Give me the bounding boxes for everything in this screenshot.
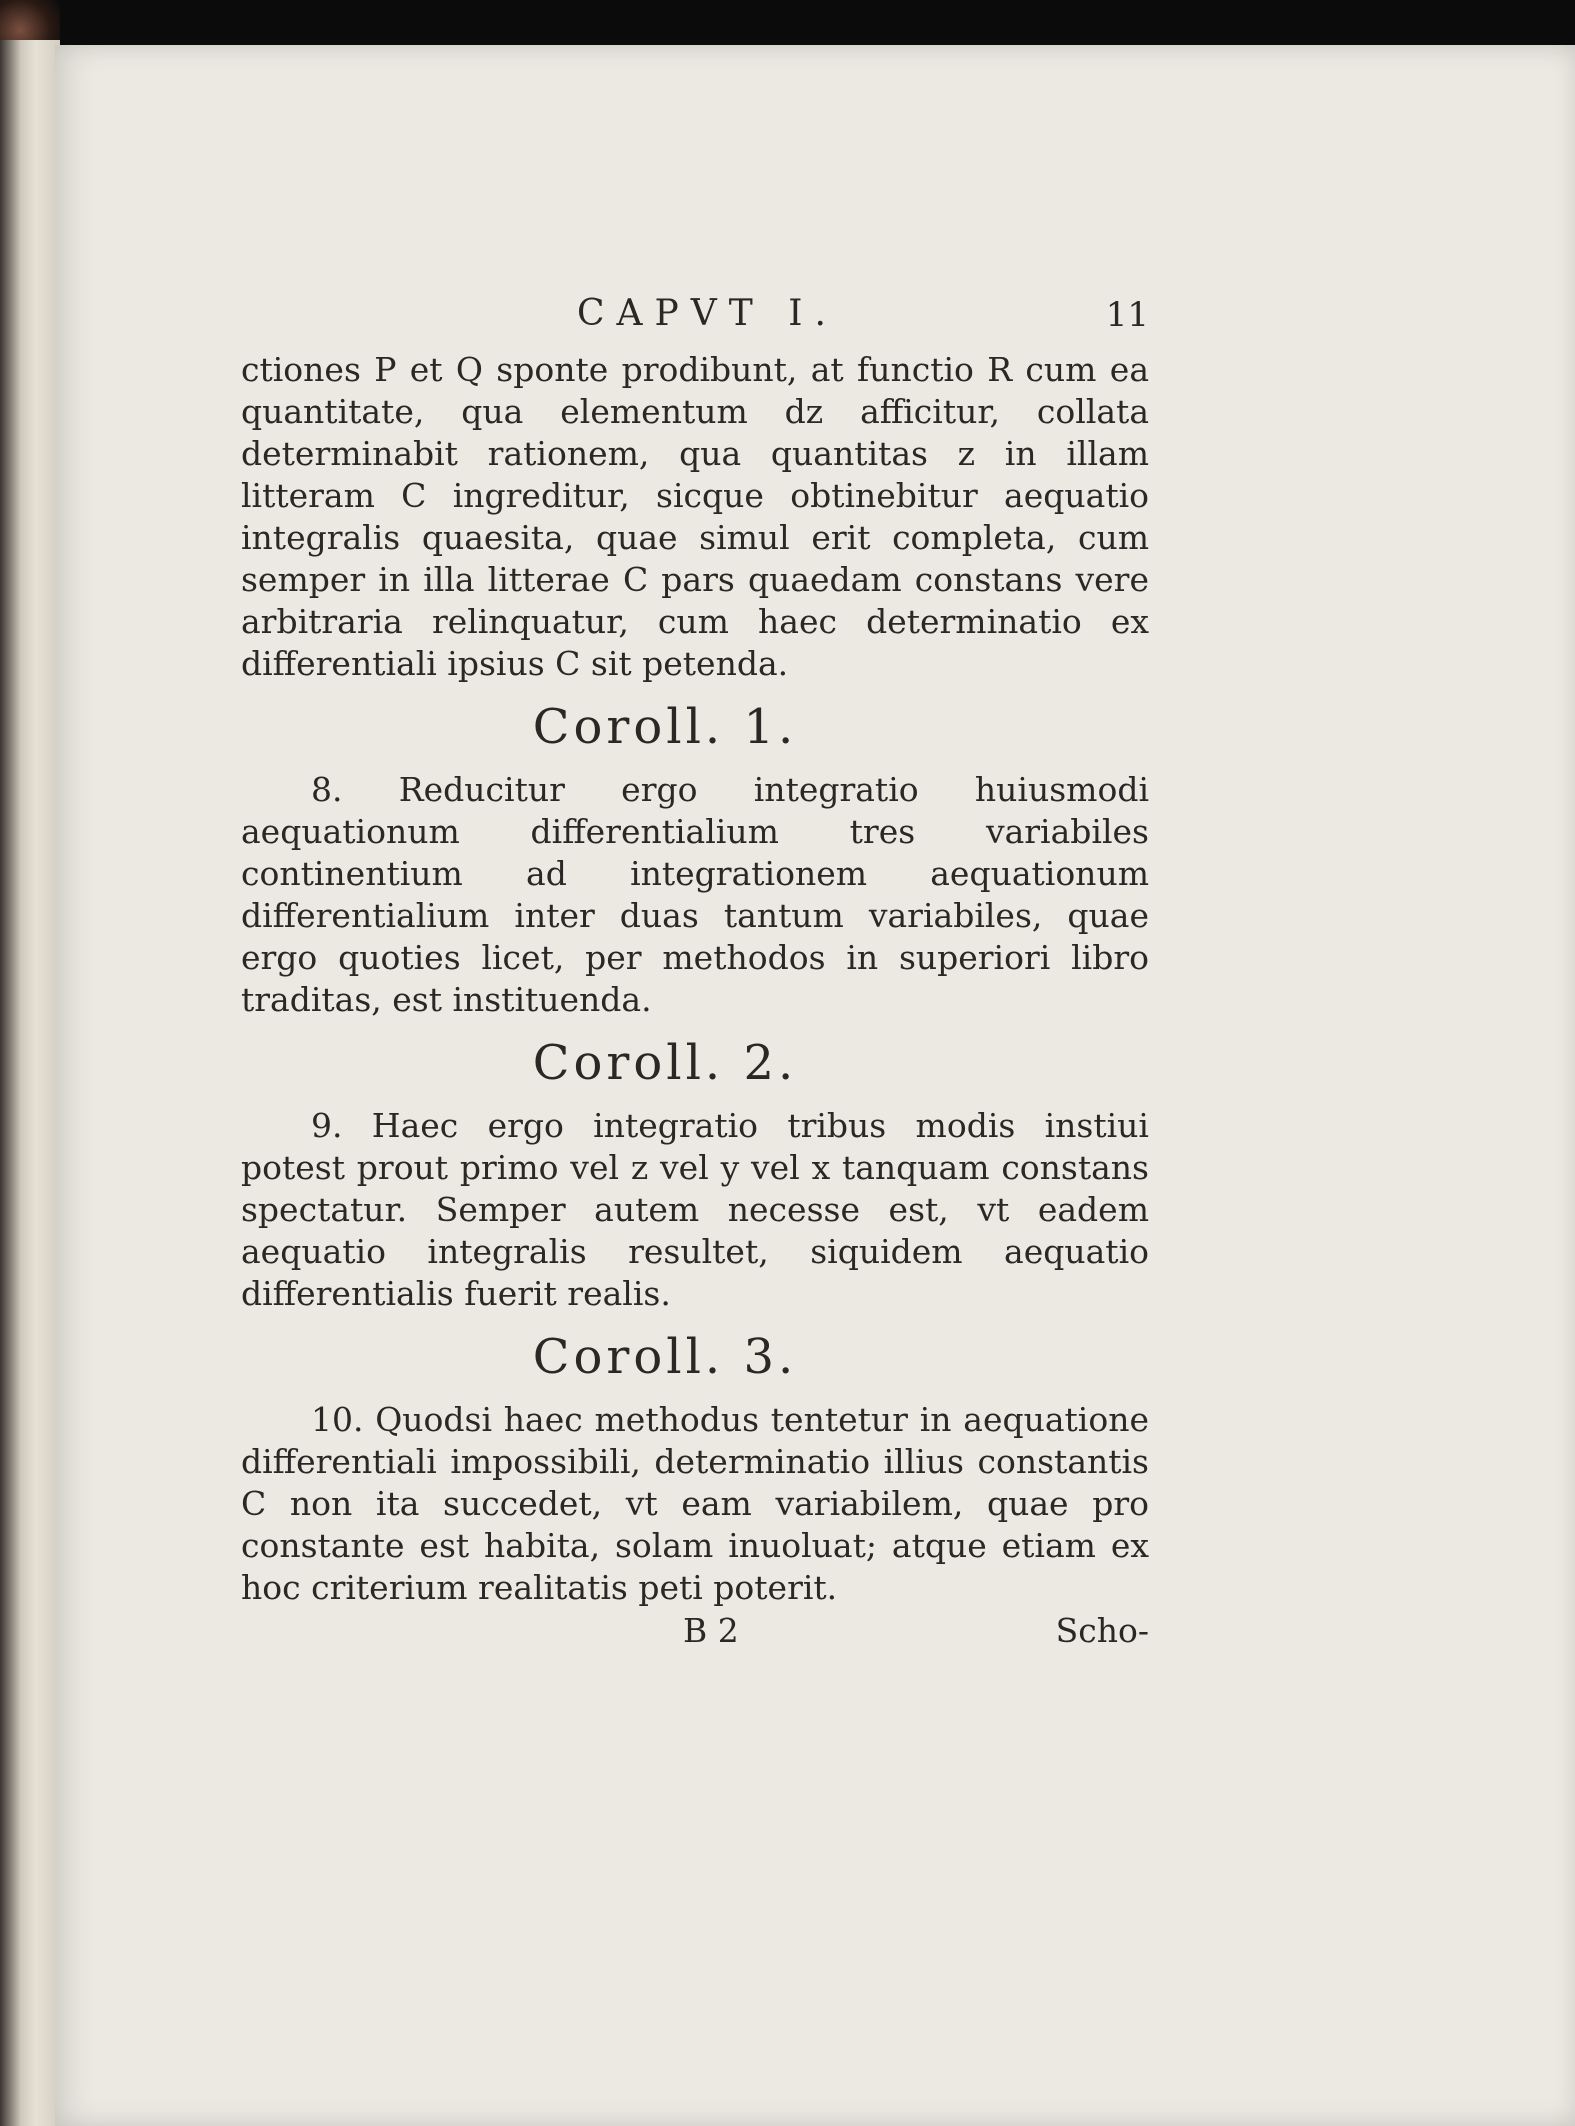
heading-corollary-1: Coroll. 1. — [532, 699, 798, 755]
catchword: Scho- — [1055, 1611, 1149, 1650]
page-footer — [241, 1611, 1149, 1655]
running-head — [241, 265, 1149, 335]
book-spine — [0, 40, 60, 2126]
book-page — [55, 45, 1575, 2126]
running-title: CAPVT I. — [577, 293, 838, 334]
page-number: 11 — [1105, 295, 1149, 335]
paragraph-10: 10. Quodsi haec methodus tentetur in aequatione differentiali impossibili, determinatio illius constantis C non ita succedet, vt eam variabilem, quae pro constante est habita, solam inuoluat; atque etiam ex hoc criterium realitatis peti poterit. — [241, 1400, 1149, 1607]
heading-corollary-3: Coroll. 3. — [532, 1329, 798, 1385]
text-block — [241, 265, 1149, 1655]
paragraph-continuation: ctiones P et Q sponte prodibunt, at functio R cum ea quantitate, qua elementum dz afficitur, collata determinabit rationem, qua quantitas z in illam litteram C ingreditur, sicque obtinebitur aequatio integralis quaesita, quae simul erit completa, cum semper in illa litterae C pars quaedam constans vere arbitraria relinquatur, cum haec determinatio ex differentiali ipsius C sit petenda. — [241, 350, 1149, 683]
heading-corollary-2: Coroll. 2. — [532, 1035, 798, 1091]
signature-mark: B 2 — [683, 1611, 739, 1650]
paragraph-8: 8. Reducitur ergo integratio huiusmodi aequationum differentialium tres variabiles continentium ad integrationem aequationum differentialium inter duas tantum variabiles, quae ergo quoties licet, per methodos in superiori libro traditas, est instituenda. — [241, 770, 1149, 1019]
paragraph-9: 9. Haec ergo integratio tribus modis instiui potest prout primo vel z vel y vel x tanquam constans spectatur. Semper autem necesse est, vt eadem aequatio integralis resultet, siquidem aequatio differentialis fuerit realis. — [241, 1106, 1149, 1313]
